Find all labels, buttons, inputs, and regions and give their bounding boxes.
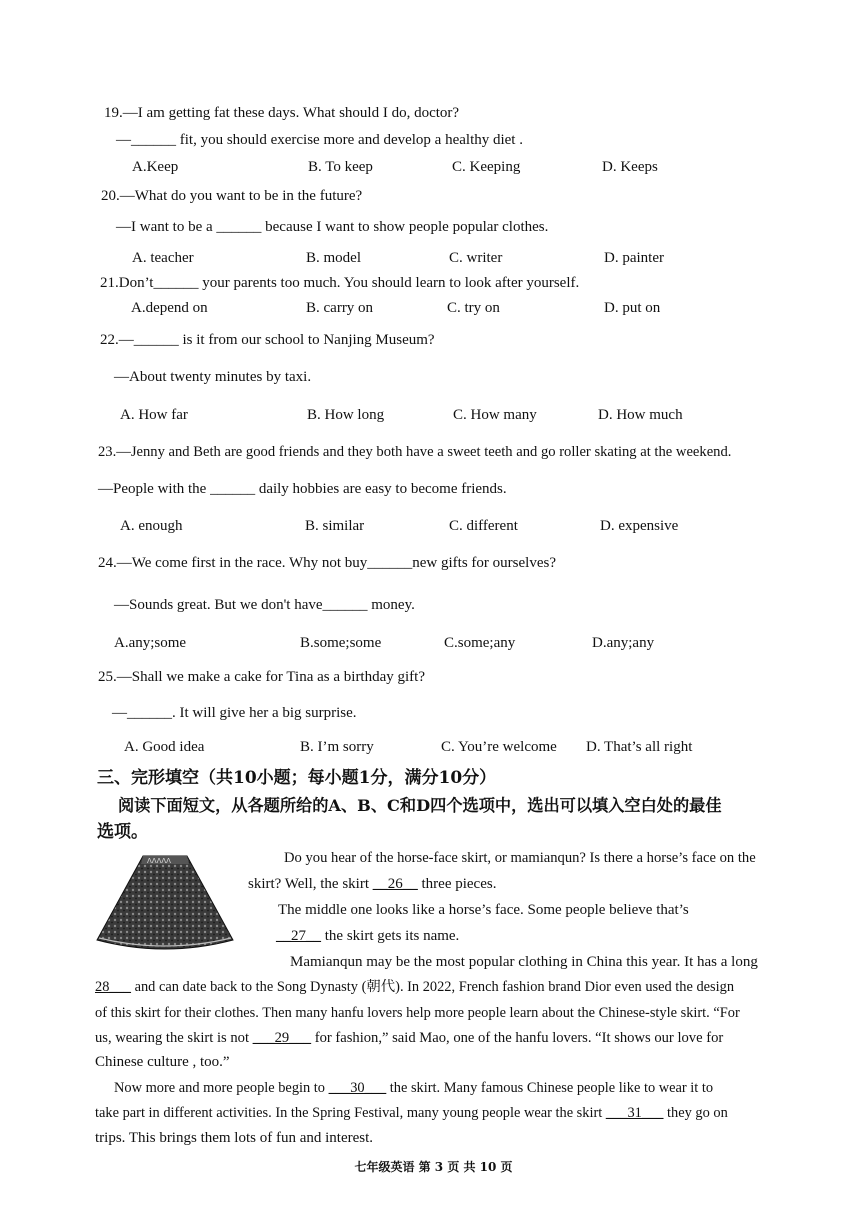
blank-27: __27__: [276, 928, 321, 944]
q25-prompt: 25.—Shall we make a cake for Tina as a birthday gift?: [98, 669, 425, 685]
passage-text: Now more and more people begin to: [114, 1080, 329, 1096]
q23-reply: —People with the ______ daily hobbies are easy to become friends.: [98, 481, 507, 497]
q20-option-b: B. model: [306, 250, 361, 266]
passage-line-10: [114, 1078, 713, 1098]
passage-text: for fashion,” said Mao, one of the hanfu lovers. “It shows our love for: [311, 1030, 724, 1046]
q25-option-c: C. You’re welcome: [441, 739, 557, 755]
blank-30: ___30___: [328, 1080, 387, 1096]
q21-prompt: 21.Don’t______ your parents too much. You should learn to look after yourself.: [100, 275, 580, 291]
passage-line-9: Chinese culture , too.”: [95, 1054, 230, 1070]
blank-28: 28___: [95, 979, 131, 995]
passage-text: and can date back to the Song Dynasty (朝代). In 2022, French fashion brand Dior even used the design: [130, 979, 735, 995]
blank-26: __26__: [372, 876, 418, 892]
passage-text: us, wearing the skirt is not: [95, 1030, 253, 1046]
passage-line-4: [276, 926, 459, 946]
passage-line-5: Mamianqun may be the most popular clothing in China this year. It has a long: [290, 954, 758, 970]
passage-line-7: of this skirt for their clothes. Then many hanfu lovers help more people learn about the Chinese-style skirt. “For: [95, 1005, 740, 1021]
q23-option-b: B. similar: [305, 518, 365, 534]
passage-text: take part in different activities. In the Spring Festival, many young people wear the skirt: [95, 1105, 606, 1121]
q21-option-d: D. put on: [604, 300, 661, 316]
q24-prompt: 24.—We come first in the race. Why not buy______new gifts for ourselves?: [98, 555, 556, 571]
passage-text: they go on: [663, 1105, 728, 1121]
q19-option-a: A.Keep: [132, 159, 179, 175]
q25-option-d: D. That’s all right: [586, 739, 693, 755]
q20-reply: —I want to be a ______ because I want to show people popular clothes.: [116, 219, 549, 235]
q25-option-a: A. Good idea: [124, 739, 205, 755]
q24-reply: —Sounds great. But we don't have______ money.: [114, 597, 415, 613]
q24-option-a: A.any;some: [114, 635, 187, 651]
q22-option-b: B. How long: [307, 407, 385, 423]
q24-option-c: C.some;any: [444, 635, 516, 651]
passage-text: the skirt gets its name.: [321, 928, 460, 944]
passage-text: skirt? Well, the skirt: [248, 876, 373, 892]
section-instruction-line2: 选项。: [97, 822, 148, 842]
q24-option-d: D.any;any: [592, 635, 655, 651]
q19-prompt: 19.—I am getting fat these days. What should I do, doctor?: [104, 105, 460, 121]
q22-reply: —About twenty minutes by taxi.: [114, 369, 312, 385]
q20-option-d: D. painter: [604, 250, 664, 266]
passage-line-11: [95, 1103, 728, 1123]
q19-option-c: C. Keeping: [452, 159, 521, 175]
passage-line-8: [95, 1028, 723, 1048]
q22-option-c: C. How many: [453, 407, 537, 423]
q25-option-b: B. I’m sorry: [300, 739, 374, 755]
q19-option-b: B. To keep: [308, 159, 373, 175]
q22-option-d: D. How much: [598, 407, 683, 423]
svg-text:ᐱᐱᐱᐱᐱ: ᐱᐱᐱᐱᐱ: [147, 857, 171, 865]
q19-reply: —______ fit, you should exercise more and develop a healthy diet .: [116, 132, 523, 148]
blank-31: ___31___: [605, 1105, 664, 1121]
q24-option-b: B.some;some: [300, 635, 382, 651]
q23-option-c: C. different: [449, 518, 518, 534]
passage-text: the skirt. Many famous Chinese people like to wear it to: [386, 1080, 714, 1096]
q21-option-b: B. carry on: [306, 300, 374, 316]
q21-option-a: A.depend on: [131, 300, 208, 316]
q22-option-a: A. How far: [120, 407, 188, 423]
q23-option-a: A. enough: [120, 518, 183, 534]
q23-prompt: 23.—Jenny and Beth are good friends and they both have a sweet teeth and go roller skating at the weekend.: [98, 444, 732, 460]
blank-29: ___29___: [252, 1030, 312, 1046]
q20-option-c: C. writer: [449, 250, 503, 266]
page-footer: 七年级英语 第 3 页 共 10 页: [354, 1160, 513, 1174]
section-instruction-line1: 阅读下面短文，从各题所给的A、B、C和D四个选项中，选出可以填入空白处的最佳: [118, 796, 722, 815]
q21-option-c: C. try on: [447, 300, 500, 316]
q20-prompt: 20.—What do you want to be in the future?: [101, 188, 363, 204]
passage-line-3: The middle one looks like a horse’s face. Some people believe that’s: [278, 902, 689, 918]
q19-option-d: D. Keeps: [602, 159, 658, 175]
passage-line-2: [248, 874, 496, 894]
section-heading: 三、完形填空（共10小题；每小题1分，满分10分）: [97, 768, 497, 788]
passage-line-12: trips. This brings them lots of fun and interest.: [95, 1130, 374, 1146]
q22-prompt: 22.—______ is it from our school to Nanjing Museum?: [100, 332, 435, 348]
passage-line-6: [95, 977, 734, 997]
horse-face-skirt-image: [95, 852, 235, 954]
passage-text: three pieces.: [417, 876, 497, 892]
q23-option-d: D. expensive: [600, 518, 679, 534]
q25-reply: —______. It will give her a big surprise.: [112, 705, 357, 721]
passage-line-1: Do you hear of the horse-face skirt, or mamianqun? Is there a horse’s face on the: [284, 850, 756, 866]
q20-option-a: A. teacher: [132, 250, 194, 266]
